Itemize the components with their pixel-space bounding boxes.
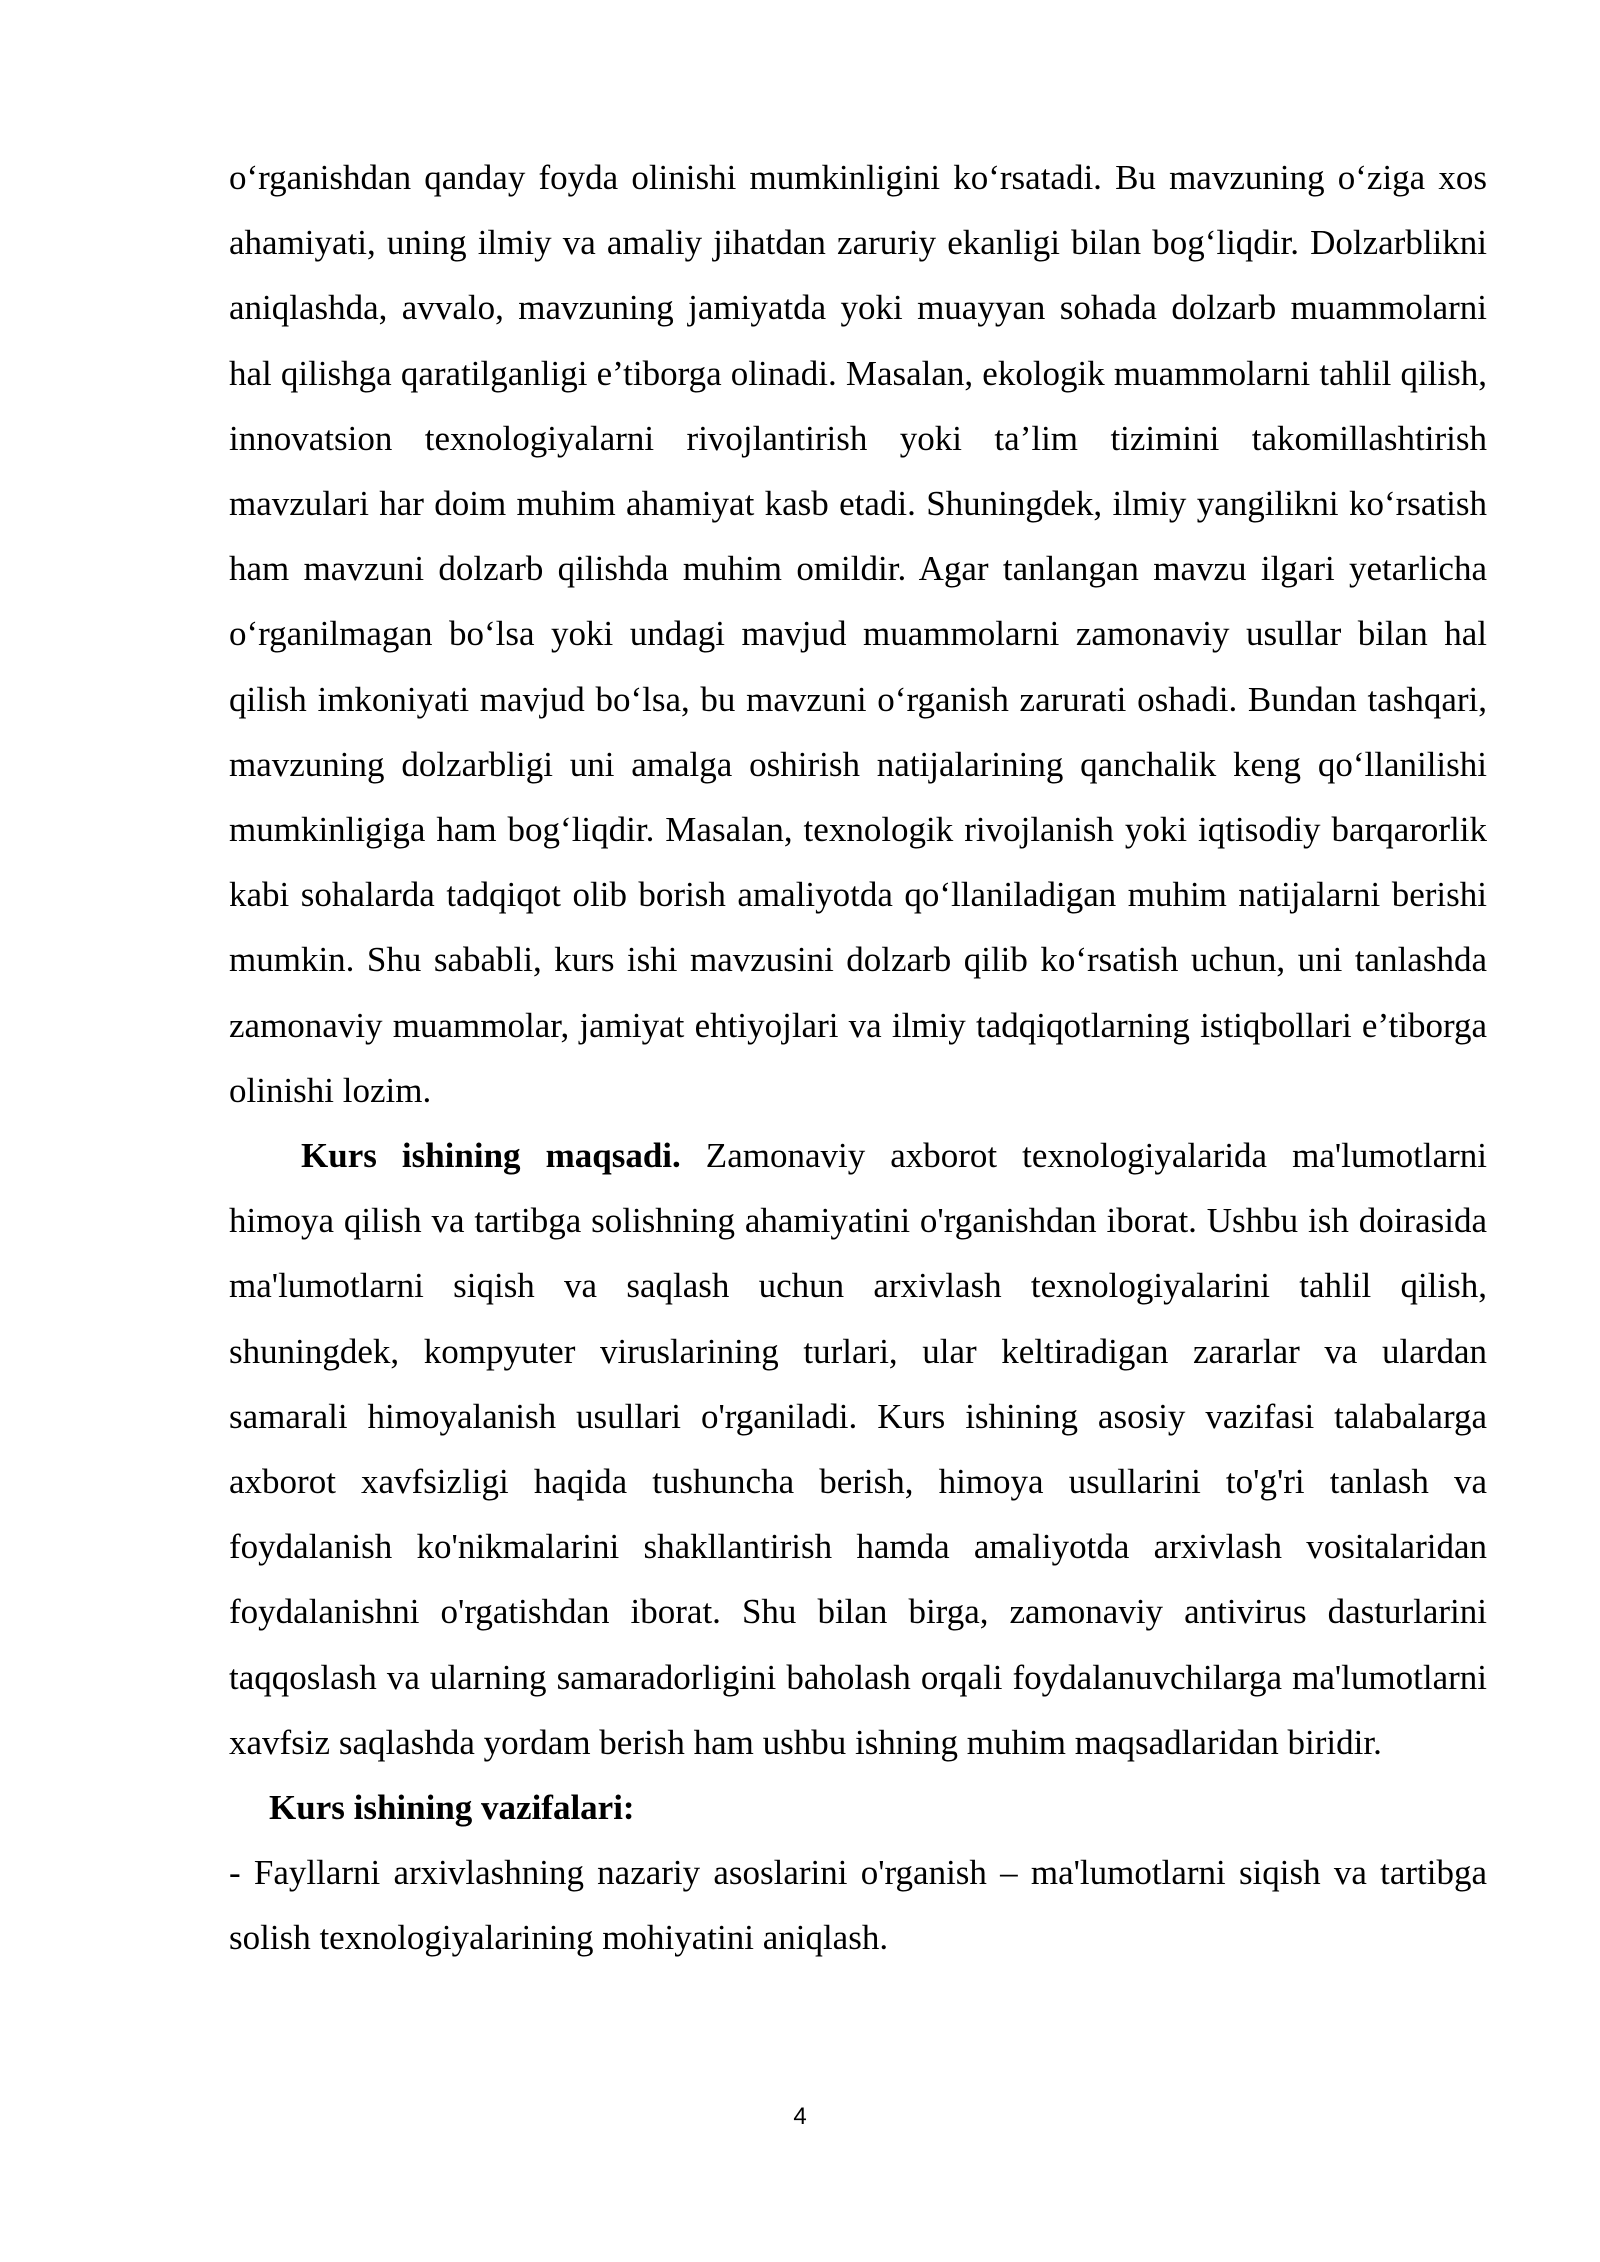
- tasks-heading: Kurs ishining vazifalari:: [269, 1788, 635, 1828]
- task-item-1: - Fayllarni arxivlashning nazariy asoslarini o'rganish – ma'lumotlarni siqish va tartibga solish texnologiyalarining mohiyatini aniqlash.: [229, 1853, 1487, 1958]
- page-body: [229, 145, 1487, 1971]
- page-number: 4: [793, 2103, 807, 2130]
- goal-label: Kurs ishining maqsadi.: [301, 1136, 681, 1176]
- goal-text: Zamonaviy axborot texnologiyalarida ma'lumotlarni himoya qilish va tartibga solishning ahamiyatini o'rganishdan iborat. Ushbu ish doirasida ma'lumotlarni siqish va saqlash uchun arxivlash texnologiyalarini tahlil qilish, shuningdek, kompyuter viruslarining turlari, ular keltiradigan zararlar va ulardan samarali himoyalanish usullari o'rganiladi. Kurs ishining asosiy vazifasi talabalarga axborot xavfsizligi haqida tushuncha berish, himoya usullarini to'g'ri tanlash va foydalanish ko'nikmalarini shakllantirish hamda amaliyotda arxivlash vositalaridan foydalanishni o'rgatishdan iborat. Shu bilan birga, zamonaviy antivirus dasturlarini taqqoslash va ularning samaradorligini baholash orqali foydalanuvchilarga ma'lumotlarni xavfsiz saqlashda yordam berish ham ushbu ishning muhim maqsadlaridan biridir.: [229, 1136, 1487, 1762]
- relevance-paragraph: o‘rganishdan qanday foyda olinishi mumkinligini ko‘rsatadi. Bu mavzuning o‘ziga xos ahamiyati, uning ilmiy va amaliy jihatdan zaruriy ekanligi bilan bog‘liqdir. Dolzarblikni aniqlashda, avvalo, mavzuning jamiyatda yoki muayyan sohada dolzarb muammolarni hal qilishga qaratilganligi e’tiborga olinadi. Masalan, ekologik muammolarni tahlil qilish, innovatsion texnologiyalarni rivojlantirish yoki ta’lim tizimini takomillashtirish mavzulari har doim muhim ahamiyat kasb etadi. Shuningdek, ilmiy yangilikni ko‘rsatish ham mavzuni dolzarb qilishda muhim omildir. Agar tanlangan mavzu ilgari yetarlicha o‘rganilmagan bo‘lsa yoki undagi mavjud muammolarni zamonaviy usullar bilan hal qilish imkoniyati mavjud bo‘lsa, bu mavzuni o‘rganish zarurati oshadi. Bundan tashqari, mavzuning dolzarbligi uni amalga oshirish natijalarining qanchalik keng qo‘llanilishi mumkinligiga ham bog‘liqdir. Masalan, texnologik rivojlanish yoki iqtisodiy barqarorlik kabi sohalarda tadqiqot olib borish amaliyotda qo‘llaniladigan muhim natijalarni berishi mumkin. Shu sababli, kurs ishi mavzusini dolzarb qilib ko‘rsatish uchun, uni tanlashda zamonaviy muammolar, jamiyat ehtiyojlari va ilmiy tadqiqotlarning istiqbollari e’tiborga olinishi lozim.: [229, 158, 1487, 1110]
- goal-paragraph: [229, 1123, 1487, 1775]
